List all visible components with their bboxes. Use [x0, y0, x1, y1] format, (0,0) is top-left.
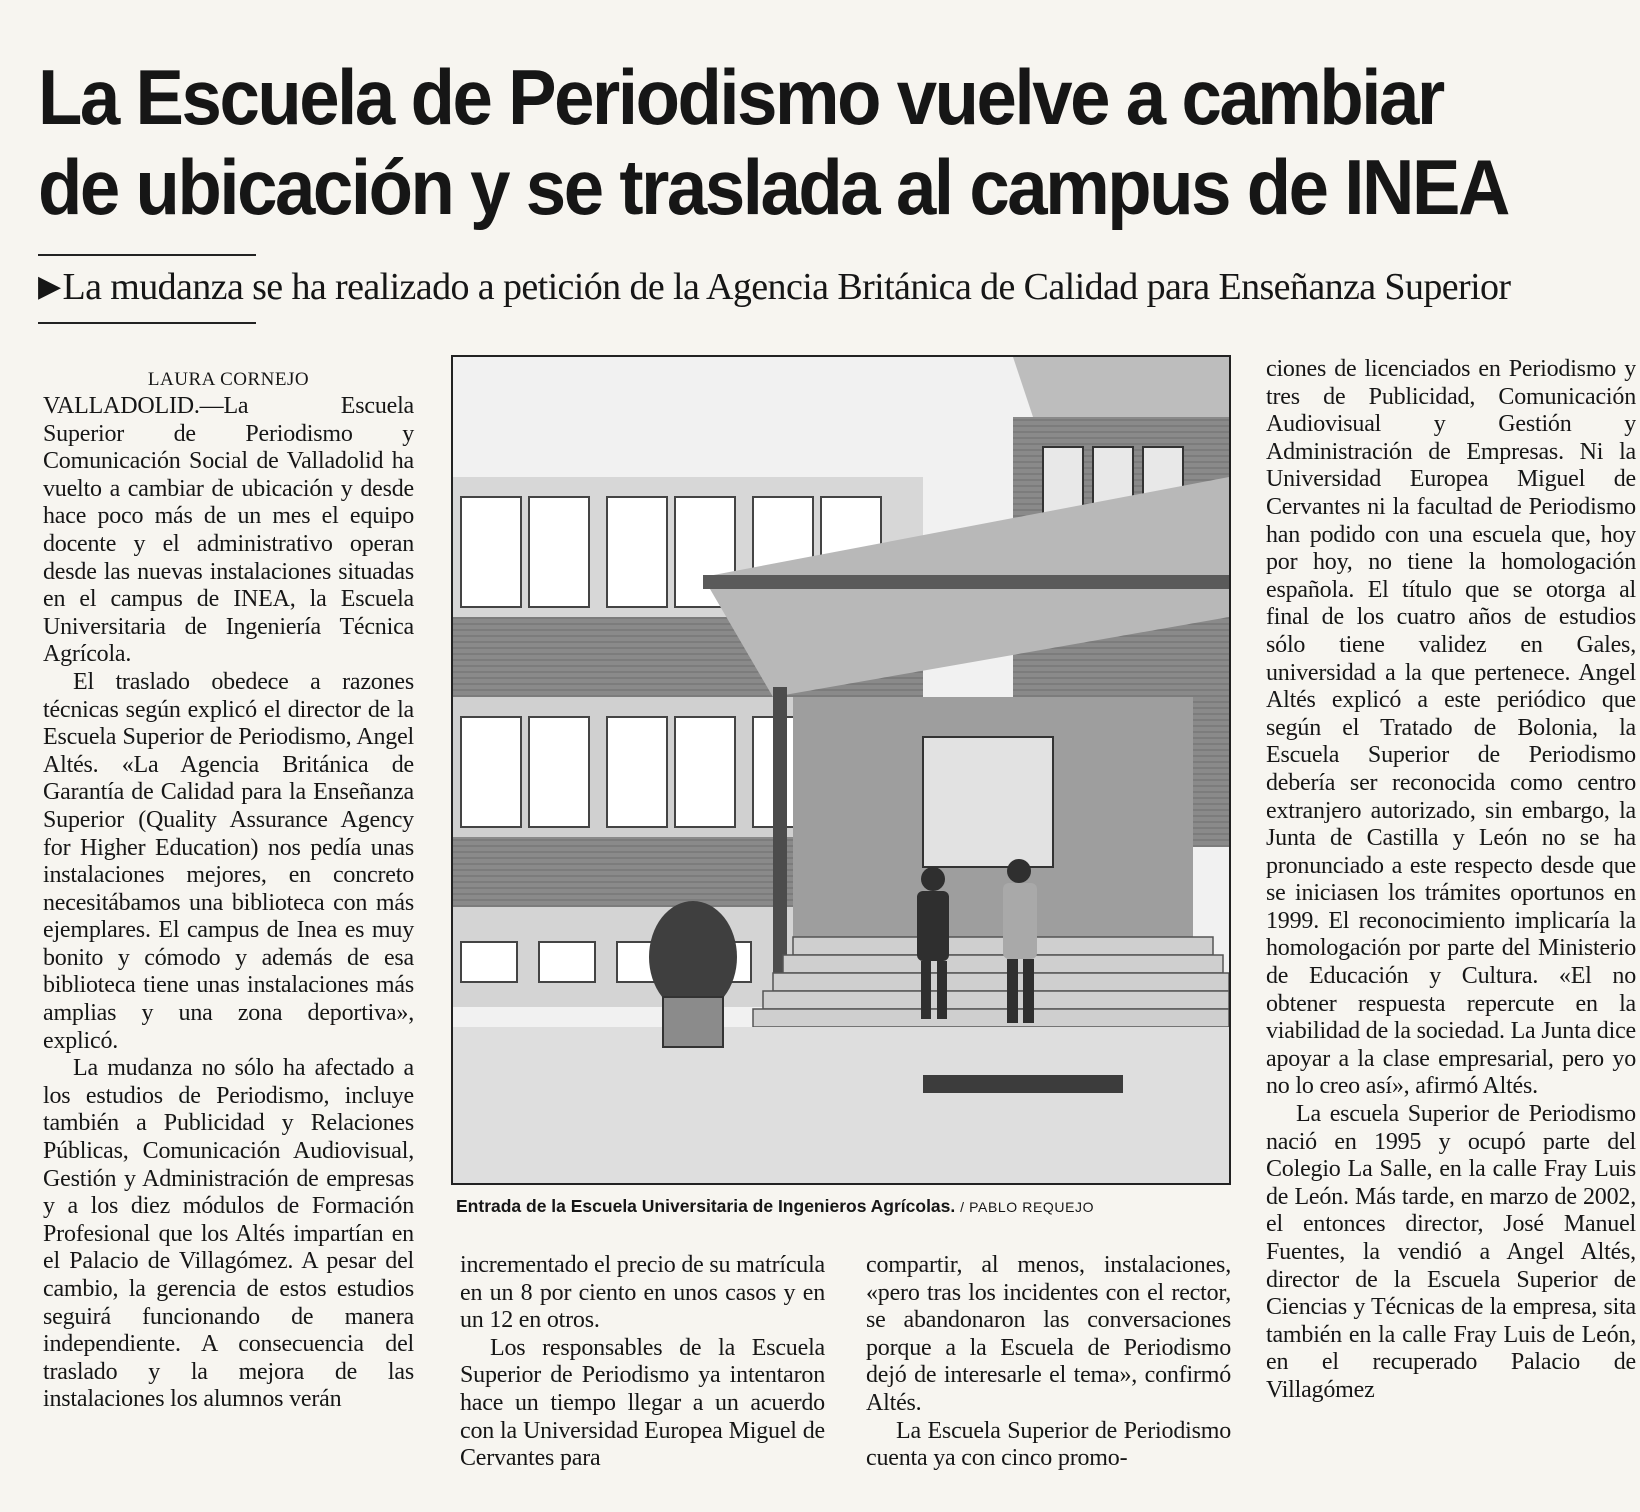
headline-line-1: La Escuela de Periodismo vuelve a cambiar [38, 53, 1443, 141]
byline: LAURA CORNEJO [147, 369, 310, 390]
headline [38, 52, 1507, 232]
paragraph: incrementado el precio de su matrícula en un 8 por ciento en unos casos y en un 12 en otros. [460, 1252, 825, 1334]
photo-credit: / PABLO REQUEJO [960, 1199, 1095, 1215]
article-column-3 [866, 1252, 1231, 1473]
subhead-top-rule [38, 254, 256, 256]
photo-school-entrance [451, 355, 1231, 1185]
paragraph: ciones de licenciados en Periodismo y tres de Publicidad, Comunicación Audiovisual y Gestión y Administración de Empresas. Ni la Universidad Europea Miguel de Cervantes ni la facultad de Periodismo han podido con una escuela que, hoy por hoy, no tiene la homologación española. El título que se otorga al final de los cuatro años de estudios sólo tiene validez en Gales, universidad a la que pertenece. Angel Altés explicó a este periódico que según el Tratado de Bolonia, la Escuela Superior de Periodismo debería ser reconocida como centro extranjero autorizado, sin embargo, la Junta de Castilla y León no se ha pronunciado a este respecto desde que se iniciasen los trámites oportunos en 1999. El reconocimiento implicaría la homologación por parte del Ministerio de Educación y Cultura. «El no obtener respuesta repercute en la viabilidad de la sociedad. La Junta dice apoyar a la clase empresarial, pero yo no lo creo así», afirmó Altés. [1266, 356, 1636, 1100]
photo-caption [456, 1196, 1216, 1217]
paragraph: compartir, al menos, instalaciones, «pero tras los incidentes con el rector, se abandonaron las conversaciones porque a la Escuela de Periodismo dejó de interesarle el tema», confirmó Altés. [866, 1252, 1231, 1416]
subheadline [38, 262, 1638, 312]
building-photo-illustration [453, 357, 1229, 1183]
paragraph: La mudanza no sólo ha afectado a los estudios de Periodismo, incluye también a Publicidad y Relaciones Públicas, Comunicación Audiovisual, Gestión y Administración de empresas y a los diez módulos de Formación Profesional que los Altés impartían en el Palacio de Villagómez. A pesar del cambio, la gerencia de estos estudios seguirá funcionando de manera independiente. A consecuencia del traslado y la mejora de las instalaciones los alumnos verán [43, 1055, 414, 1413]
article-column-4 [1266, 356, 1636, 1506]
subhead-bottom-rule [38, 322, 256, 324]
paragraph: El traslado obedece a razones técnicas según explicó el director de la Escuela Superior de Periodismo, Angel Altés. «La Agencia Británica de Garantía de Calidad para la Enseñanza Superior (Quality Assurance Agency for Higher Education) nos pedía unas instalaciones mejores, en concreto necesitábamos una biblioteca con más ejemplares. El campus de Inea es muy bonito y cómodo y además de esa biblioteca tiene unas instalaciones más amplias y una zona deportiva», explicó. [43, 668, 414, 1054]
article-column-1 [43, 366, 414, 1414]
headline-line-2: de ubicación y se traslada al campus de INEA [38, 143, 1508, 231]
subheadline-text: La mudanza se ha realizado a petición de la Agencia Británica de Calidad para Enseñanza Superior [62, 266, 1511, 308]
caption-text: Entrada de la Escuela Universitaria de Ingenieros Agrícolas. [456, 1196, 956, 1216]
article-column-2 [460, 1252, 825, 1473]
triangle-bullet-icon: ▶ [38, 270, 61, 303]
paragraph: Los responsables de la Escuela Superior de Periodismo ya intentaron hace un tiempo llegar a un acuerdo con la Universidad Europea Miguel de Cervantes para [460, 1334, 825, 1472]
paragraph: La Escuela Superior de Periodismo cuenta ya con cinco promo- [866, 1417, 1231, 1472]
paragraph: La escuela Superior de Periodismo nació en 1995 y ocupó parte del Colegio La Salle, en la calle Fray Luis de León. Más tarde, en marzo de 2002, el entonces director, José Manuel Fuentes, la vendió a Angel Altés, director de la Escuela Superior de Ciencias y Técnicas de la empresa, sita también en la calle Fray Luis de León, en el recuperado Palacio de Villagómez [1266, 1101, 1636, 1403]
paragraph: VALLADOLID.—La Escuela Superior de Periodismo y Comunicación Social de Valladolid ha vuelto a cambiar de ubicación y desde hace poco más de un mes el equipo docente y el administrativo operan desde las nuevas instalaciones situadas en el campus de INEA, la Escuela Universitaria de Ingeniería Técnica Agrícola. [43, 393, 414, 668]
